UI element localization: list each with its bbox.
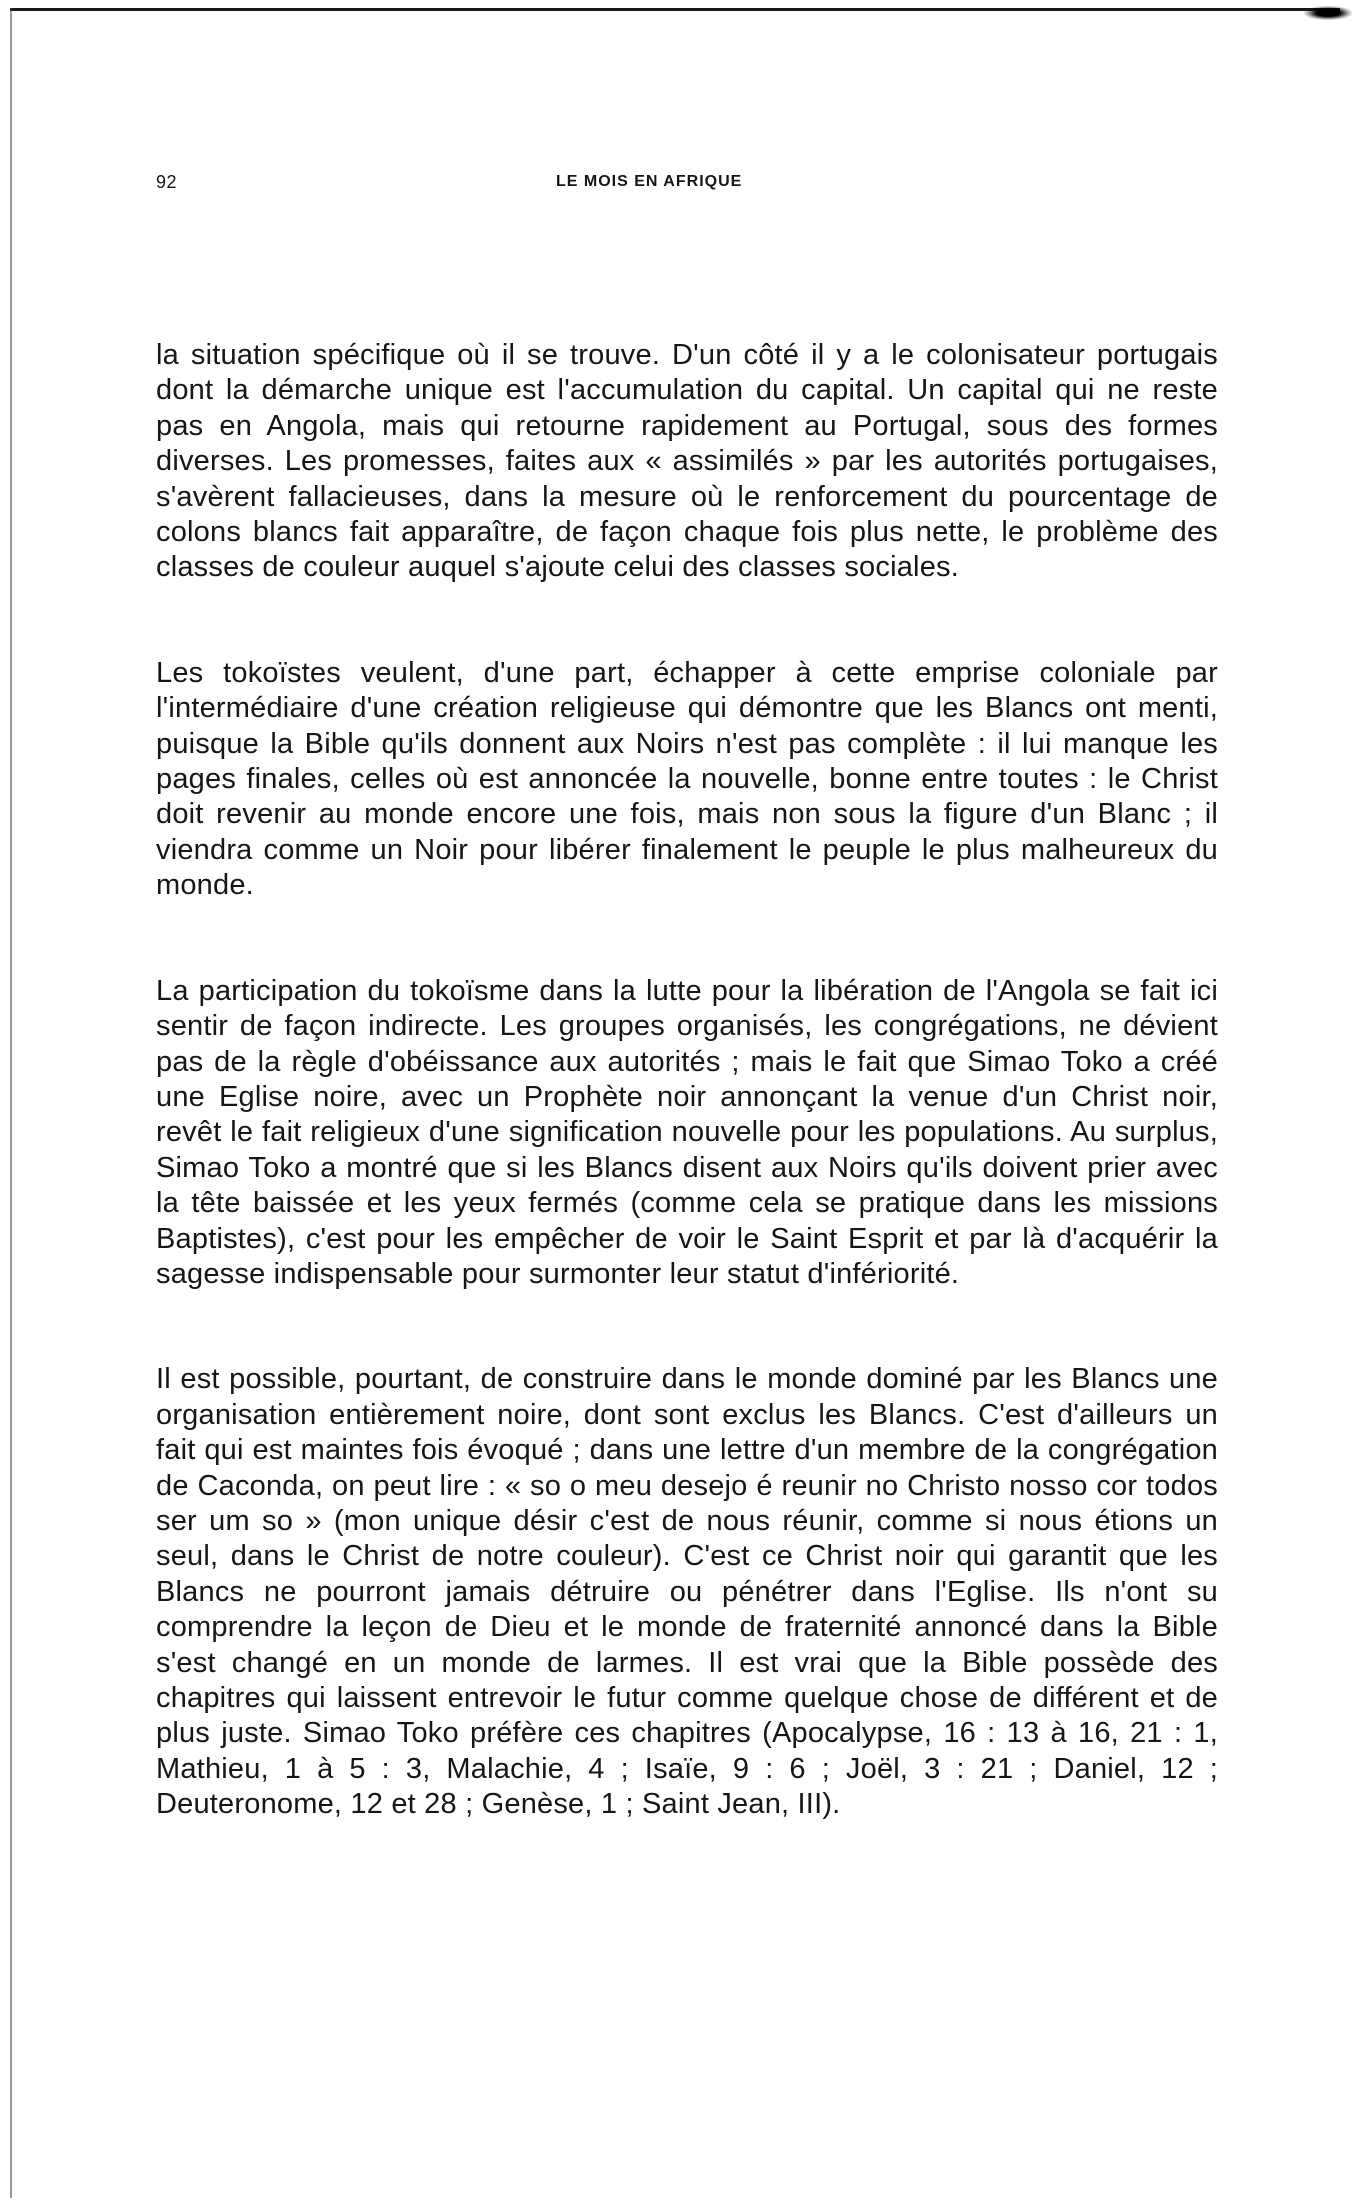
scan-smudge [1304,6,1352,20]
paragraph-4: Il est possible, pourtant, de construire dans le monde dominé par les Blancs une organisation entièrement noire, dont sont exclus les Blancs. C'est d'ailleurs un fait qui est maintes fois évoqué ; dans une lettre d'un membre de la congrégation de Caconda, on peut lire : « so o meu desejo é reunir no Christo nosso cor todos ser um so » (mon unique désir c'est de nous réunir, comme si nous étions un seul, dans le Christ de notre couleur). C'est ce Christ noir qui garantit que les Blancs ne pourront jamais détruire ou pénétrer dans l'Eglise. Ils n'ont su comprendre la leçon de Dieu et le monde de fraternité annoncé dans la Bible s'est changé en un monde de larmes. Il est vrai que la Bible possède des chapitres qui laissent entrevoir le futur comme quelque chose de différent et de plus juste. Simao Toko préfère ces chapitres (Apocalypse, 16 : 13 à 16, 21 : 1, Mathieu, 1 à 5 : 3, Malachie, 4 ; Isaïe, 9 : 6 ; Joël, 3 : 21 ; Daniel, 12 ; Deuteronome, 12 et 28 ; Genèse, 1 ; Saint Jean, III). [156,1363,1218,1821]
page-number: 92 [156,172,178,192]
running-title: LE MOIS EN AFRIQUE [556,173,743,190]
body-text [156,338,1218,1823]
paragraph-2: Les tokoïstes veulent, d'une part, échapper à cette emprise coloniale par l'intermédiaire d'une création religieuse qui démontre que les Blancs ont menti, puisque la Bible qu'ils donnent aux Noirs n'est pas complète : il lui manque les pages finales, celles où est annoncée la nouvelle, bonne entre toutes : le Christ doit revenir au monde encore une fois, mais non sous la figure d'un Blanc ; il viendra comme un Noir pour libérer finalement le peuple le plus malheureux du monde. [156,656,1218,902]
paragraph-3: La participation du tokoïsme dans la lutte pour la libération de l'Angola se fait ici sentir de façon indirecte. Les groupes organisés, les congrégations, ne dévient pas de la règle d'obéissance aux autorités ; mais le fait que Simao Toko a créé une Eglise noire, avec un Prophète noir annonçant la venue d'un Christ noir, revêt le fait religieux d'une signification nouvelle pour les populations. Au surplus, Simao Toko a montré que si les Blancs disent aux Noirs qu'ils doivent prier avec la tête baissée et les yeux fermés (comme cela se pratique dans les missions Baptistes), c'est pour les empêcher de voir le Saint Esprit et par là d'acquérir la sagesse indispensable pour surmonter leur statut d'infériorité. [156,974,1218,1290]
running-head [156,172,1216,196]
paragraph-1: la situation spécifique où il se trouve. D'un côté il y a le colonisateur portugais dont la démarche unique est l'accumulation du capital. Un capital qui ne reste pas en Angola, mais qui retourne rapidement au Portugal, sous des formes diverses. Les promesses, faites aux « assimilés » par les autorités portugaises, s'avèrent fallacieuses, dans la mesure où le renforcement du pourcentage de colons blancs fait apparaître, de façon chaque fois plus nette, le problème des classes de couleur auquel s'ajoute celui des classes sociales. [156,339,1218,584]
page-top-border [10,8,1340,11]
page-left-border [10,8,12,2198]
